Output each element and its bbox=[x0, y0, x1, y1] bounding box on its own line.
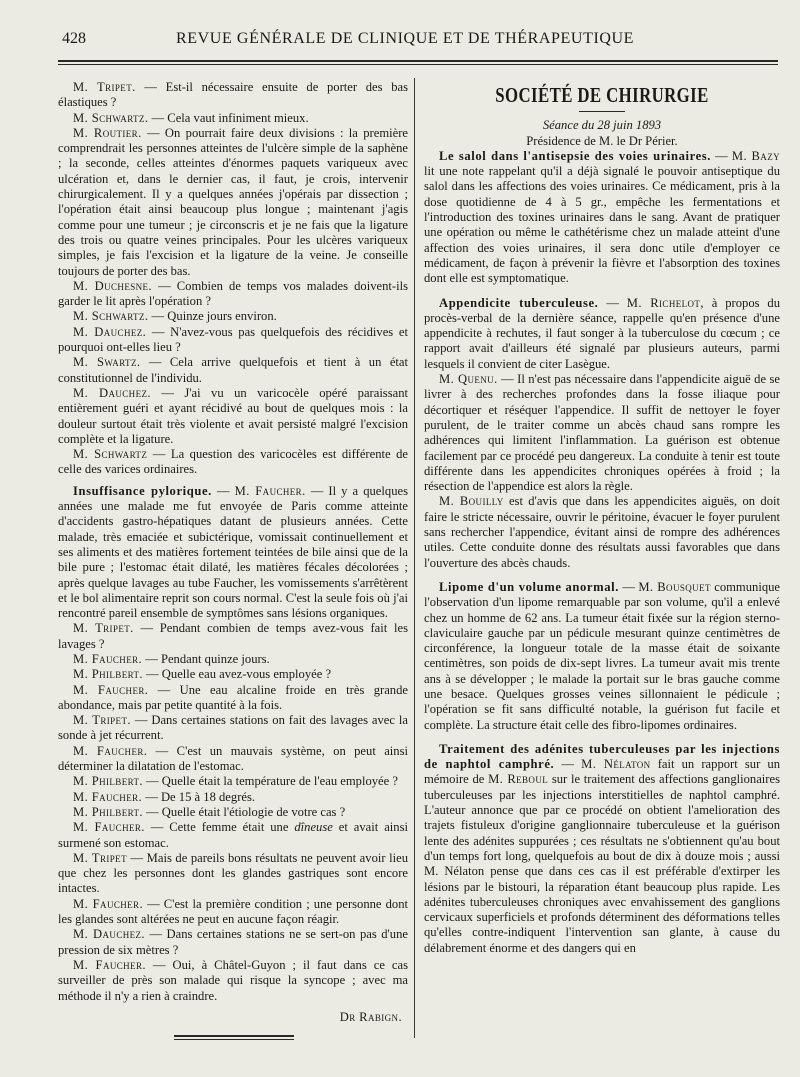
paragraph-text: — N'avez-vous pas quelquefois des récidives et pourquoi ont-elles lieu ? bbox=[58, 324, 408, 355]
italic-word: dîneuse bbox=[294, 820, 333, 835]
paragraph-text: et avait ainsi surmené son estomac. bbox=[58, 820, 408, 850]
paragraph bbox=[58, 126, 408, 279]
paragraph-text: — Il y a quelques années une malade me fut envoyée de Paris comme atteinte d'accidents gastro-hépatiques datant de plusieurs années. Cette malade, très emaciée et subictérique, vomissait continuellement et ses aliments et des matières fortement teintées de bile ainsi que de la bile pure ; l'estomac était dilaté, les matières fécales décolorées ; après quelque lavages au tube Faucher, les vomissements s'arrêtèrent et le bol alimentaire reprit son cours normal. C'est la seule fois où j'ai rencontré pareil ensemble de symptômes sans lésions organiques. bbox=[58, 483, 408, 621]
speaker-name: M. Duchesne. bbox=[73, 278, 152, 293]
speaker-name: M. Quenu. bbox=[439, 372, 498, 387]
paragraph-text: — Mais de pareils bons résultats ne peuvent avoir lieu que chez les personnes dont les glandes gastriques sont encore intactes. bbox=[58, 850, 408, 896]
paragraph bbox=[58, 325, 408, 356]
paragraph bbox=[58, 279, 408, 310]
speaker-name: M. Nélaton bbox=[581, 757, 651, 772]
speaker-name: M. Bazy bbox=[731, 148, 780, 163]
paragraph-text: fait un rapport sur un mémoire de bbox=[424, 757, 780, 787]
paragraph bbox=[58, 111, 408, 126]
speaker-name: M. Schwartz. bbox=[73, 110, 149, 125]
paragraph-text: — Quinze jours environ. bbox=[148, 309, 277, 324]
speaker-name: M. Tripet. bbox=[73, 621, 134, 636]
session-presidency: Présidence de M. le Dr Périer. bbox=[526, 133, 678, 148]
paragraph-text: à propos du procès-verbal de la dernière séance, rappelle qu'en présence d'une appendicite à rechutes, il faut songer à la tuberculose du cœcum ; ce rapport avait d'ailleurs été signalé par plusieurs auteurs, parmi lesquels il convient de citer Lasègue. bbox=[424, 295, 780, 371]
column-divider bbox=[414, 78, 415, 1038]
paragraph-text: — Cela vaut infiniment mieux. bbox=[148, 110, 309, 125]
paragraph bbox=[58, 309, 408, 324]
speaker-name: M. Faucher. bbox=[73, 743, 148, 758]
paragraph: Traitement des adénites tuberculeuses par les injections de naphtol camphré. — M. Nélaton fait un rapport sur un mémoire de M. Reboul sur le traitement des affections ganglionaires tuberculeuses par les injections interstitielles de naphtol camphré. L'auteur annonce que par ce procédé on obtient l'amelioration des trajets fistuleux d'origine ganglionnaire tuberculeuse et la guérison lente des adénites suppurées ; ces résultats ne s'obtiennent qu'au bout d'un temps fort long, quelquefois au bout de dix à douze mois ; aussi M. Nélaton pense que dans ces cas il est préférable d'extirper les lésions par le bistouri, la réparation étant beaucoup plus rapide. Les adénites tuberculeuses chroniques avec envahissement des ganglions cervicaux superficiels et profonds déterminent des déformations telles qu'elles contre-indiquent l'intervention san glante, à cause du délabrement énorme et des dangers qui en bbox=[424, 741, 780, 955]
header-rule-thick bbox=[58, 60, 778, 62]
speaker-name: M. Schwartz. bbox=[73, 309, 149, 324]
paragraph bbox=[58, 621, 408, 652]
speaker-name: M. Bousquet bbox=[638, 579, 711, 594]
header-rule-thin bbox=[58, 64, 778, 65]
paragraph bbox=[58, 667, 408, 682]
speaker-name: M. Dauchez. bbox=[73, 324, 147, 339]
paragraph-text: — Il n'est pas nécessaire dans l'appendicite aiguë de se livrer à des recherches profondes dans la fosse iliaque pour décortiquer et réséquer l'appendice. Il suffit de nettoyer le foyer purulent, de le traiter comme un abcès chaud sans rompre les adhérences qui limitent l'inflammation. La guérison est obtenue facilement par ce procédé peu dangereux. La conduite à tenir est toute différente dans les appendicites chroniques opérées à froid ; la résection de l'appendice est alors la règle. bbox=[424, 372, 780, 494]
paragraph bbox=[58, 744, 408, 775]
society-title: SOCIÉTÉ DE CHIRURGIE bbox=[495, 83, 709, 107]
paragraph-text: — Une eau alcaline froide en très grande abondance, mais par petite quantité à la fois. bbox=[58, 682, 408, 712]
paragraph-text: — Est-il nécessaire ensuite de porter des bas élastiques ? bbox=[58, 80, 408, 110]
paragraph bbox=[58, 897, 408, 928]
paragraph-text: — C'est un mauvais système, on peut ainsi déterminer la dilatation de l'estomac. bbox=[58, 743, 408, 774]
paragraph bbox=[58, 713, 408, 744]
speaker-name: M. Tripet bbox=[73, 850, 127, 865]
speaker-name: M. Routier. bbox=[73, 125, 142, 140]
paragraph-text: — C'est la première condition ; une personne dont les glandes sont altérées ne peut en aucune façon réagir. bbox=[58, 896, 408, 927]
paragraph: Insuffisance pylorique. — M. Faucher. — Il y a quelques années une malade me fut envoyée de Paris comme atteinte d'accidents gastro-hépatiques datant de plusieurs années. Cette malade, très emaciée et subictérique, vomissait continuellement et ses aliments et des matières fortement teintées de bile ainsi que de la bile pure ; l'estomac était dilaté, les matières fécales décolorées ; après quelque lavages au tube Faucher, les vomissements s'arrêtèrent et le bol alimentaire reprit son cours normal. C'est la seule fois où j'ai rencontré pareil ensemble de symptômes sans lésions organiques. bbox=[58, 483, 408, 621]
running-header bbox=[0, 30, 800, 54]
section-title: Lipome d'un volume anormal. bbox=[439, 579, 619, 594]
paragraph-text: lit une note rappelant qu'il a déjà signalé le pouvoir antiseptique du salol dans les affections des voies urinaires. Ce médicament, pris à la dose quotidienne de 4 à 5 gr., empêche les fermentations et l'introduction des toxines urinaires dans le sang. Avant de pratiquer une opération ou même le cathétérisme chez un malade atteint d'une affection des voies urinaires, il sera donc utile d'employer ce médicament, de façon à prévenir la fièvre et l'absorption des toxines dont elle est symptomatique. bbox=[424, 164, 780, 286]
paragraph bbox=[424, 494, 780, 570]
speaker-name: M. Philbert. bbox=[73, 774, 143, 789]
title-rule bbox=[579, 111, 625, 112]
paragraph bbox=[58, 790, 408, 805]
paragraph bbox=[58, 652, 408, 667]
paragraph-text: — Quelle eau avez-vous employée ? bbox=[142, 667, 332, 682]
speaker-name: M. Bouilly bbox=[439, 494, 504, 509]
paragraph bbox=[58, 80, 408, 111]
speaker-name: M. Faucher. bbox=[73, 682, 149, 697]
speaker-name: M. Swartz. bbox=[73, 355, 141, 370]
speaker-name: M. Faucher. bbox=[73, 651, 143, 666]
speaker-name: M. Tripet. bbox=[73, 80, 136, 94]
speaker-name: M. Faucher. bbox=[73, 896, 143, 911]
paragraph bbox=[58, 774, 408, 789]
paragraph: Le salol dans l'antisepsie des voies urinaires. — M. Bazy lit une note rappelant qu'il a déjà signalé le pouvoir antiseptique du salol dans les affections des voies urinaires. Ce médicament, pris à la dose quotidienne de 4 à 5 gr., empêche les fermentations et l'introduction des toxines urinaires dans le sang. Avant de pratiquer une opération ou même le cathétérisme chez un malade atteint d'une affection des voies urinaires, il sera donc utile d'employer ce médicament, de façon à prévenir la fièvre et l'absorption des toxines dont elle est symptomatique. bbox=[424, 148, 780, 286]
paragraph bbox=[58, 683, 408, 714]
paragraph-text: — Quelle était l'étiologie de votre cas ? bbox=[142, 804, 346, 819]
speaker-name: M. Philbert. bbox=[73, 667, 143, 682]
speaker-name: M. Faucher. bbox=[73, 957, 146, 972]
paragraph bbox=[58, 447, 408, 478]
paragraph: Lipome d'un volume anormal. — M. Bousquet communique l'observation d'un lipome remarquable par son volume, qu'il a enlevé chez un homme de 62 ans. La tumeur était fixée sur la région sterno-claviculaire gauche par un pédicule mesurant quinze centimètres de circonférence, la longueur totale de la masse était de soixante centimètres, son poids de dix-sept livres. La tumeur avait mis trente ans à se développer ; le malade la portait sur le bras gauche comme une besace. Quelques grosses veines sillonnaient le pédicule ; l'opération se fit sans difficulté notable, la guérison fut facile et complète. La structure était celle des fibro-lipomes ordinaires. bbox=[424, 579, 780, 732]
speaker-name: M. Dauchez. bbox=[73, 385, 151, 400]
section-title: Traitement des adénites tuberculeuses par les injections de naphtol camphré. bbox=[424, 741, 780, 772]
journal-title: REVUE GÉNÉRALE DE CLINIQUE ET DE THÉRAPEUTIQUE bbox=[176, 30, 635, 47]
section-title: Appendicite tuberculeuse. bbox=[439, 295, 599, 310]
speaker-name: M. Faucher. bbox=[234, 483, 306, 498]
left-column bbox=[58, 80, 408, 1040]
paragraph bbox=[58, 958, 408, 1004]
speaker-name: M. Faucher. bbox=[73, 820, 145, 835]
speaker-name: M. Philbert. bbox=[73, 804, 143, 819]
end-rule bbox=[174, 1035, 294, 1040]
section-title: Le salol dans l'antisepsie des voies urinaires. bbox=[439, 148, 712, 163]
paragraph-text: est d'avis que dans les appendicites aiguës, on doit faire le stricte nécessaire, ouvrir le péritoine, évacuer le foyer purulent sans rechercher l'appendice, évitant ainsi de rompre des adhérences utiles. Cette conduite donne des résultats aussi favorables que dans l'ouverture des abcès chauds. bbox=[424, 494, 780, 570]
paragraph-text: — Dans certaines stations ne se sert-on pas d'une pression de six mètres ? bbox=[58, 927, 408, 957]
paragraph-text: — Dans certaines stations on fait des lavages avec la sonde à jet récurrent. bbox=[58, 713, 409, 743]
paragraph-text: — On pourrait faire deux divisions : la première comprendrait les personnes atteintes de l'ulcère simple de la saphène ; la seconde, celles atteintes d'énormes paquets variqueux avec ulcération et, dans le dernier cas, il faut, je crois, intervenir chirurgicalement. Il y a quelques années j'opérais par dissection ; l'opération était ainsi beaucoup plus longue ; maintenant j'agis comme pour une tumeur ; je circonscris et je ne fais que la ligature des trois ou quatre veines principales. Pour les ulcères variqueux simples, je fais l'excision et la ligature de la veine. Je conseille toujours de porter des bas. bbox=[58, 125, 408, 278]
paragraph bbox=[58, 805, 408, 820]
paragraph-text: — Combien de temps vos malades doivent-ils garder le lit après l'opération ? bbox=[58, 278, 408, 309]
paragraph-text: — Oui, à Châtel-Guyon ; il faut dans ce cas surveiller de près son malade qui risque la syncope ; avec ma méthode il n'y a rien à craindre. bbox=[58, 957, 408, 1003]
paragraph: Appendicite tuberculeuse. — M. Richelot, à propos du procès-verbal de la dernière séance, rappelle qu'en présence d'une appendicite à rechutes, il faut songer à la tuberculose du cœcum ; ce rapport avait d'ailleurs été signalé par plusieurs auteurs, parmi lesquels il convient de citer Lasègue. bbox=[424, 295, 780, 371]
paragraph-text: communique l'observation d'un lipome remarquable par son volume, qu'il a enlevé chez un homme de 62 ans. La tumeur était fixée sur la région sterno-claviculaire gauche par un pédicule mesurant quinze centimètres de circonférence, la longueur totale de la masse était de soixante centimètres, son poids de dix-sept livres. La tumeur avait mis trente ans à se développer ; le malade la portait sur le bras gauche comme une besace. Quelques grosses veines sillonnaient le pédicule ; l'opération se fit sans difficulté notable, la guérison fut facile et complète. La structure était celle des fibro-lipomes ordinaires. bbox=[424, 579, 780, 732]
paragraph-text: — J'ai vu un varicocèle opéré paraissant entièrement guéri et ayant récidivé au bout de quelques mois : la douleur surtout était très violente et avait persisté malgré l'excision complète et la ligature. bbox=[58, 385, 408, 446]
section-title: Insuffisance pylorique. bbox=[73, 483, 212, 498]
paragraph-text: — De 15 à 18 degrés. bbox=[142, 789, 256, 804]
paragraph bbox=[58, 820, 408, 851]
speaker-name: M. Tripet. bbox=[73, 713, 131, 728]
paragraph-text: — Cela arrive quelquefois et tient à un état constitutionnel de l'individu. bbox=[58, 355, 408, 385]
paragraph bbox=[58, 851, 408, 897]
speaker-name: M. Richelot, bbox=[626, 295, 704, 310]
paragraph-text: — Pendant quinze jours. bbox=[142, 651, 270, 666]
paragraph-text: — Pendant combien de temps avez-vous fait les lavages ? bbox=[58, 621, 409, 651]
paragraph bbox=[424, 372, 780, 494]
right-column bbox=[424, 82, 780, 956]
speaker-name: M. Faucher. bbox=[73, 789, 143, 804]
author-signature: Dr Rabign. bbox=[339, 1009, 402, 1024]
paragraph-text: — La question des varicocèles est différente de celle des varices ordinaires. bbox=[58, 447, 408, 477]
speaker-name: M. Schwartz bbox=[73, 447, 148, 462]
paragraph bbox=[58, 355, 408, 386]
speaker-name: M. Dauchez. bbox=[73, 927, 145, 942]
speaker-name: M. Reboul bbox=[488, 772, 549, 787]
session-date: Séance du 28 juin 1893 bbox=[542, 118, 662, 133]
paragraph bbox=[58, 927, 408, 958]
paragraph bbox=[58, 386, 408, 447]
paragraph-text: — Quelle était la température de l'eau employée ? bbox=[142, 774, 398, 789]
paragraph-text: sur le traitement des affections ganglionaires tuberculeuses par les injections interstitielles de naphtol camphré. L'auteur annonce que par ce procédé on obtient l'amelioration des trajets fistuleux d'origine ganglionnaire tuberculeuse et la guérison lente des adénites suppurées ; ces résultats ne s'obtiennent qu'au bout d'un temps fort long, quelquefois au bout de dix à douze mois ; aussi M. Nélaton pense que dans ces cas il est préférable d'extirper les lésions par le bistouri, la réparation étant beaucoup plus rapide. Les adénites tuberculeuses chroniques avec envahissement des ganglions cervicaux superficiels et profonds déterminent des déformations telles qu'elles contre-indiquent l'intervention san glante, à cause du délabrement énorme et des dangers qui en bbox=[424, 772, 780, 955]
paragraph-text: — Cette femme était une bbox=[144, 820, 295, 835]
page-number: 428 bbox=[62, 30, 86, 47]
